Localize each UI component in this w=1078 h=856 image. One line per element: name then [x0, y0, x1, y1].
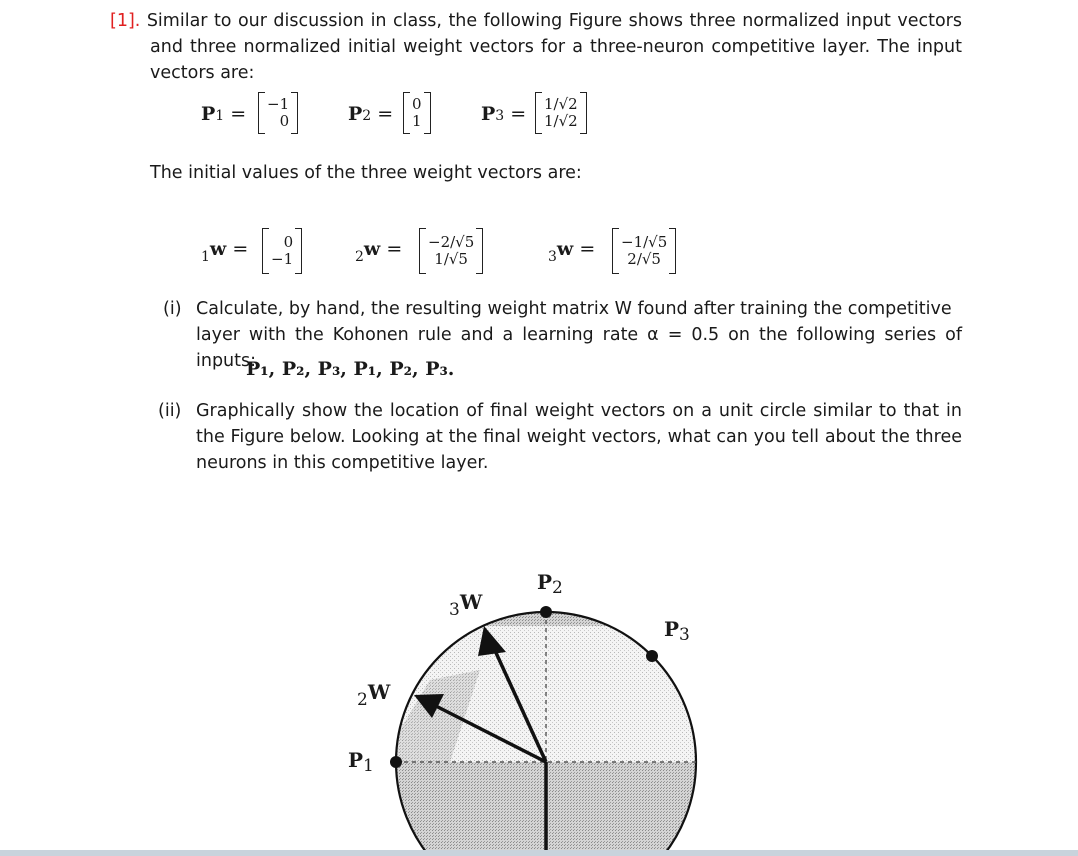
- problem-intro: [110, 8, 962, 86]
- input-p2-matrix: 0 1: [403, 92, 431, 134]
- input-p2: P2 =: [348, 103, 394, 125]
- point-p3: [646, 650, 658, 662]
- label-p2: $P_2$: [537, 570, 563, 598]
- label-3w: $_3$W: [449, 590, 483, 620]
- input-p3-matrix: 1/√2 1/√2: [535, 92, 587, 134]
- weight-3w: $_3$w =: [548, 238, 596, 265]
- point-p1: [390, 756, 402, 768]
- problem-intro-text: Similar to our discussion in class, the following Figure shows three normalized input vectors and three normalized initial weight vectors for a three-neuron competitive layer. The input vectors are:: [146, 11, 962, 83]
- label-p1: $P_1$: [348, 748, 374, 776]
- part-i-label: (i): [163, 299, 182, 319]
- part-ii-label: (ii): [158, 401, 182, 421]
- label-p3: $P_3$: [664, 617, 690, 645]
- part-ii-text: Graphically show the location of final weight vectors on a unit circle similar to that in the Figure below. Looking at the final weight vectors, what can you tell about the three neurons in this competitive layer.: [196, 401, 962, 473]
- weight-2w: $_2$w =: [355, 238, 403, 265]
- input-p1-matrix: −1 0: [258, 92, 298, 134]
- problem-number: [1].: [110, 11, 141, 31]
- input-p1: P1 =: [201, 103, 247, 125]
- input-p3: P3 =: [481, 103, 527, 125]
- lower-shaded-region: [390, 762, 710, 856]
- part-i-text: Calculate, by hand, the resulting weight matrix W found after training the competitive layer with the Kohonen rule and a learning rate α = 0.5 on the following series of inputs:: [196, 299, 962, 371]
- point-p2: [540, 606, 552, 618]
- weight-3w-matrix: −1/√5 2/√5: [612, 228, 676, 274]
- weight-2w-matrix: −2/√5 1/√5: [419, 228, 483, 274]
- weights-intro: The initial values of the three weight vectors are:: [150, 163, 582, 183]
- training-sequence: P₁, P₂, P₃, P₁, P₂, P₃.: [246, 358, 455, 380]
- window-bottom-bar: [0, 850, 1078, 856]
- label-2w: $_2$W: [357, 680, 391, 710]
- weight-1w: $_1$w =: [201, 238, 249, 265]
- weight-1w-matrix: 0 −1: [262, 228, 302, 274]
- unit-circle-figure: [330, 560, 750, 856]
